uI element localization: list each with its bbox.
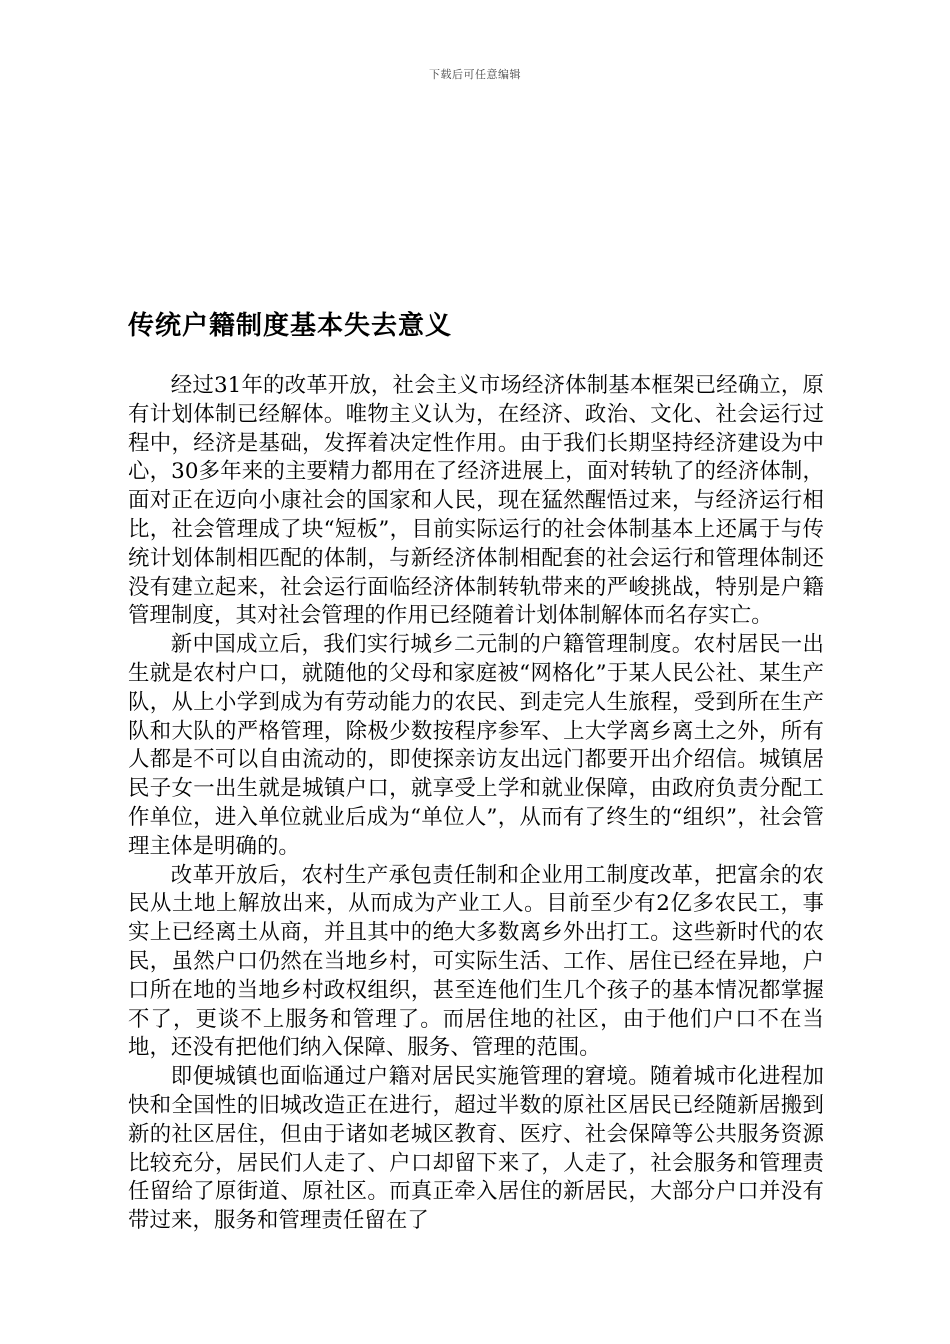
document-body [128,372,824,1312]
paragraph-4: 即便城镇也面临通过户籍对居民实施管理的窘境。随着城市化进程加快和全国性的旧城改造正在进行，超过半数的原社区居民已经随新居搬到新的社区居住，但由于诸如老城区教育、医疗、社会保障等公共服务资源比较充分，居民们人走了、户口却留下来了，人走了，社会服务和管理责任留给了原街道、原社区。而真正牵入居住的新居民，大部分户口并没有带过来，服务和管理责任留在了 [128,1064,824,1234]
paragraph-2: 新中国成立后，我们实行城乡二元制的户籍管理制度。农村居民一出生就是农村户口，就随他的父母和家庭被“网格化”于某人民公社、某生产队，从上小学到成为有劳动能力的农民、到走完人生旅程，受到所在生产队和大队的严格管理，除极少数按程序参军、上大学离乡离土之外，所有人都是不可以自由流动的，即使探亲访友出远门都要开出介绍信。城镇居民子女一出生就是城镇户口，就享受上学和就业保障，由政府负责分配工作单位，进入单位就业后成为“单位人”，从而有了终生的“组织”，社会管理主体是明确的。 [128,632,824,859]
download-note: 下载后可任意编辑 [429,68,521,81]
paragraph-1: 经过31年的改革开放，社会主义市场经济体制基本框架已经确立，原有计划体制已经解体。唯物主义认为，在经济、政治、文化、社会运行过程中，经济是基础，发挥着决定性作用。由于我们长期坚持经济建设为中心，30多年来的主要精力都用在了经济进展上，面对转轨了的经济体制，面对正在迈向小康社会的国家和人民，现在猛然醒悟过来，与经济运行相比，社会管理成了块“短板”，目前实际运行的社会体制基本上还属于与传统计划体制相匹配的体制，与新经济体制相配套的社会运行和管理体制还没有建立起来，社会运行面临经济体制转轨带来的严峻挑战，特别是户籍管理制度，其对社会管理的作用已经随着计划体制解体而名存实亡。 [128,373,824,629]
document-title: 传统户籍制度基本失去意义 [128,311,453,341]
paragraph-3: 改革开放后，农村生产承包责任制和企业用工制度改革，把富余的农民从土地上解放出来，从而成为产业工人。目前至少有2亿多农民工，事实上已经离土从商，并且其中的绝大多数离乡外出打工。这些新时代的农民，虽然户口仍然在当地乡村，可实际生活、工作、居住已经在异地，户口所在地的当地乡村政权组织，甚至连他们生几个孩子的基本情况都掌握不了，更谈不上服务和管理了。而居住地的社区，由于他们户口不在当地，还没有把他们纳入保障、服务、管理的范围。 [128,862,824,1061]
